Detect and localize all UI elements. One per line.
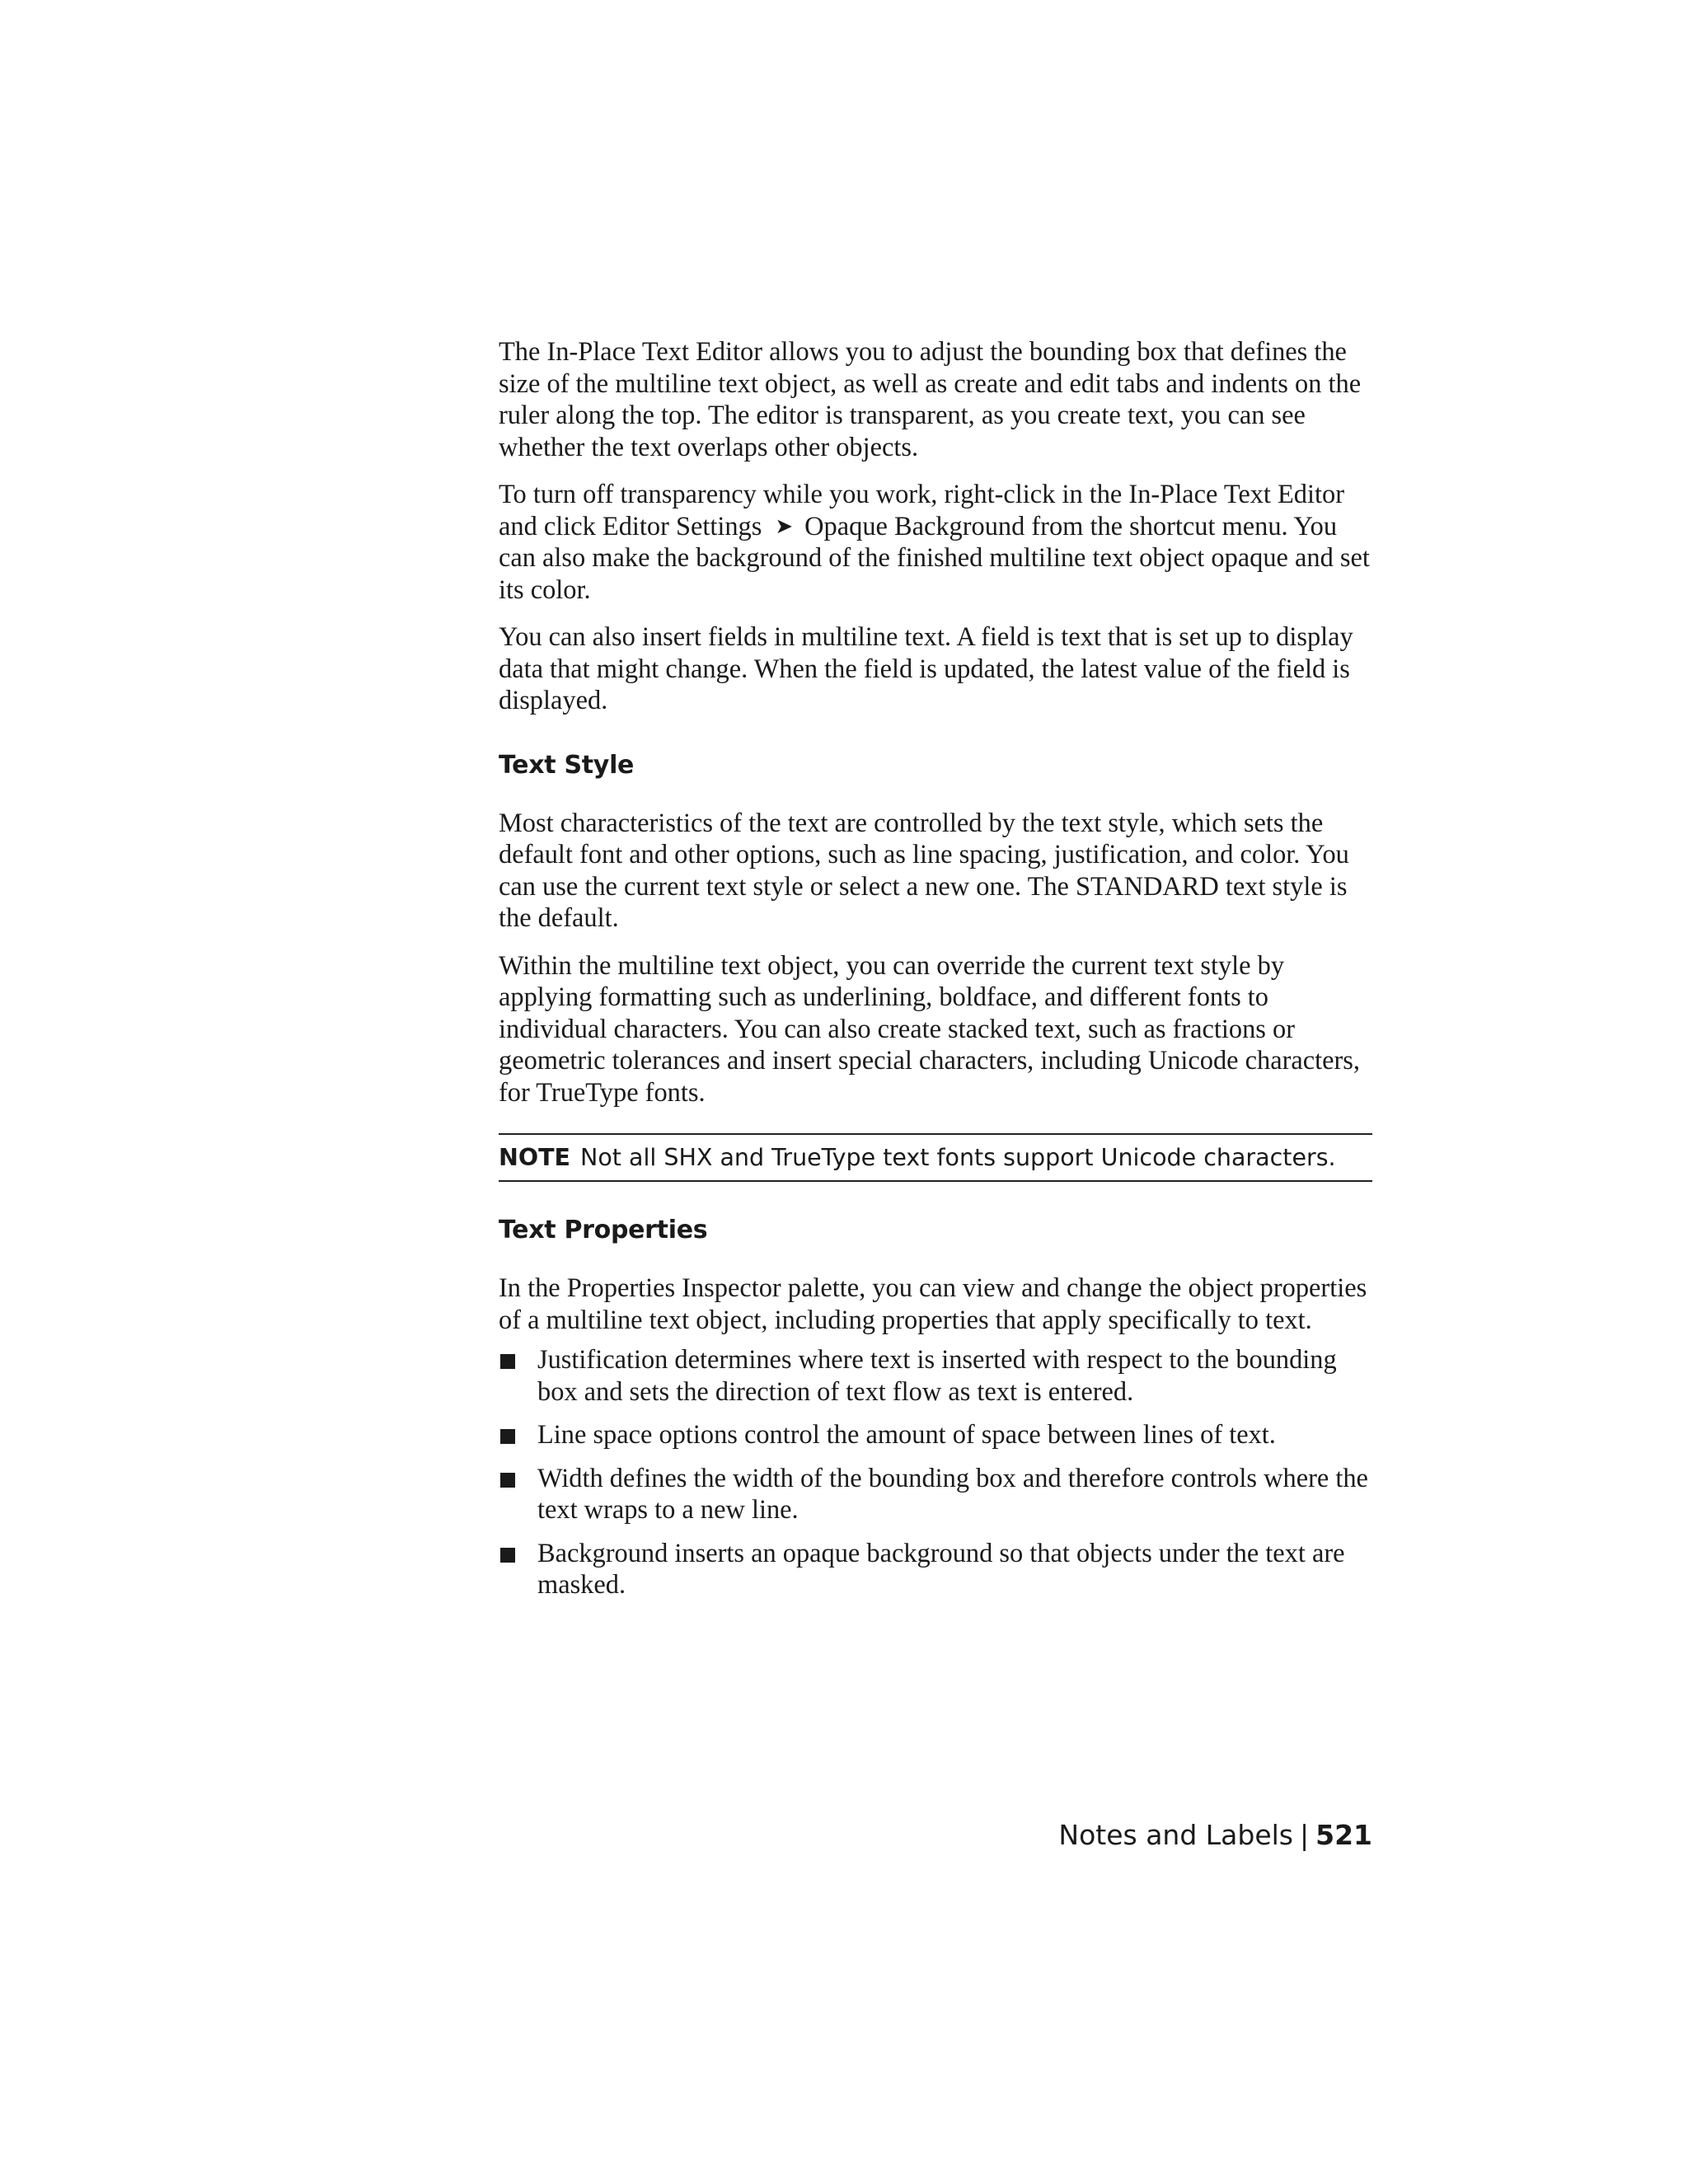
list-item: [499, 1538, 1372, 1601]
heading-text-properties: Text Properties: [499, 1216, 708, 1244]
page-number: 521: [1315, 1819, 1372, 1851]
footer-separator: |: [1299, 1819, 1310, 1851]
text-properties-intro: In the Properties Inspector palette, you can view and change the object properties of a multiline text object, including properties that apply specifically to text.: [499, 1273, 1367, 1335]
page-content: [499, 336, 1372, 1613]
intro-paragraph-1: The In-Place Text Editor allows you to adjust the bounding box that defines the size of the multiline text object, as well as create and edit tabs and indents on the ruler along the top. The editor is transparent, as you create text, you can see whether the text overlaps other objects.: [499, 337, 1362, 462]
list-item: [499, 1344, 1372, 1408]
list-item-text: Width defines the width of the bounding box and therefore controls where the text wraps to a new line.: [537, 1463, 1368, 1525]
note-label: NOTE: [499, 1144, 570, 1171]
list-item: [499, 1419, 1372, 1451]
square-bullet-icon: [500, 1354, 515, 1369]
square-bullet-icon: [500, 1473, 515, 1488]
text-properties-list: [499, 1344, 1372, 1601]
text-style-paragraph-1: Most characteristics of the text are controlled by the text style, which sets the default font and other options, such as line spacing, justification, and color. You can use the current text style or select a new one. The STANDARD text style is the default.: [499, 808, 1349, 933]
square-bullet-icon: [500, 1429, 515, 1444]
intro-paragraph-2-before: To turn off transparency while you work, right-click in the In-Place Text Editor and click Editor Settings: [499, 480, 1344, 541]
list-item-text: Background inserts an opaque background so that objects under the text are masked.: [537, 1538, 1345, 1600]
heading-text-style: Text Style: [499, 750, 635, 780]
note-text: Not all SHX and TrueType text fonts support Unicode characters.: [580, 1144, 1336, 1171]
intro-paragraph-3: You can also insert fields in multiline text. A field is text that is set up to display data that might change. When the field is updated, the latest value of the field is displayed.: [499, 622, 1353, 715]
intro-paragraph-2-after: Opaque Background from the shortcut menu. You can also make the background of the finished multiline text object opaque and set its color.: [499, 511, 1370, 605]
intro-paragraph-2: [499, 479, 1372, 606]
note-box: [499, 1133, 1372, 1182]
page-footer: [1058, 1819, 1372, 1852]
footer-chapter-title: Notes and Labels: [1058, 1819, 1293, 1851]
list-item-text: Justification determines where text is inserted with respect to the bounding box and sets the direction of text flow as text is entered.: [537, 1345, 1337, 1407]
list-item-text: Line space options control the amount of space between lines of text.: [537, 1420, 1276, 1450]
square-bullet-icon: [500, 1548, 515, 1563]
list-item: [499, 1463, 1372, 1526]
text-style-paragraph-2: Within the multiline text object, you can override the current text style by applying formatting such as underlining, boldface, and different fonts to individual characters. You can also create stacked text, such as fractions or geometric tolerances and insert special characters, including Unicode characters, for TrueType fonts.: [499, 950, 1361, 1108]
menu-arrow-icon: ➤: [775, 513, 794, 539]
